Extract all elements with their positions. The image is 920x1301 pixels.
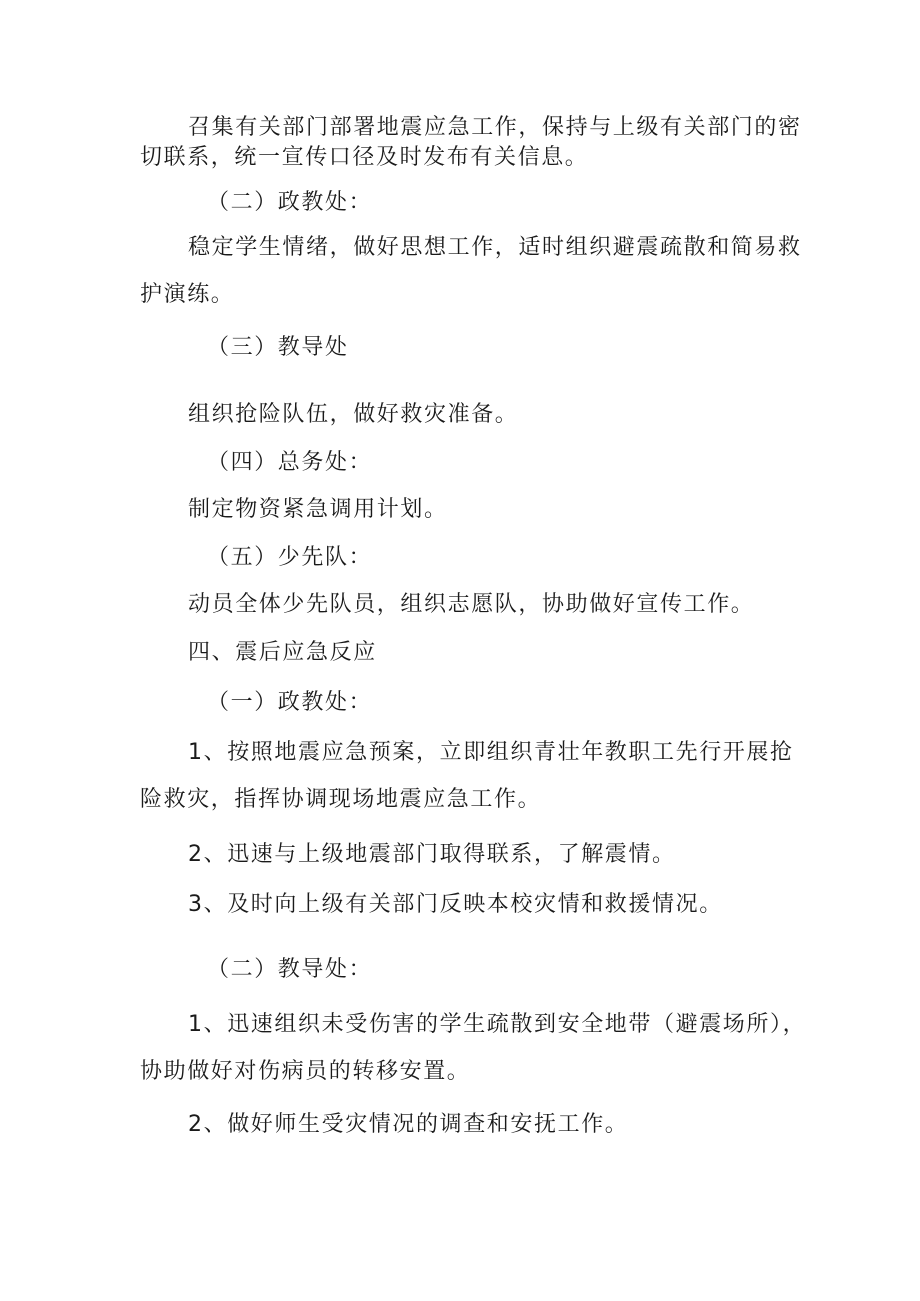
section-heading: （五）少先队： xyxy=(207,545,373,570)
paragraph-line: 切联系，统一宣传口径及时发布有关信息。 xyxy=(140,145,589,170)
section-heading: （二）政教处： xyxy=(207,190,373,215)
paragraph-line: 组织抢险队伍，做好救灾准备。 xyxy=(188,402,519,427)
paragraph-line: 稳定学生情绪，做好思想工作，适时组织避震疏散和简易救 xyxy=(188,235,802,260)
paragraph-line: 协助做好对伤病员的转移安置。 xyxy=(140,1059,471,1084)
section-heading: 四、震后应急反应 xyxy=(188,640,377,665)
section-heading: （四）总务处： xyxy=(207,450,373,475)
paragraph-line: 险救灾，指挥协调现场地震应急工作。 xyxy=(140,787,542,812)
paragraph-line: 召集有关部门部署地震应急工作，保持与上级有关部门的密 xyxy=(188,115,802,140)
paragraph-line: 1、按照地震应急预案，立即组织青壮年教职工先行开展抢 xyxy=(188,740,794,765)
paragraph-line: 2、迅速与上级地震部门取得联系，了解震情。 xyxy=(188,842,676,867)
paragraph-line: 护演练。 xyxy=(140,282,235,307)
paragraph-line: 3、及时向上级有关部门反映本校灾情和救援情况。 xyxy=(188,892,723,917)
section-heading: （一）政教处： xyxy=(207,690,373,715)
section-heading: （三）教导处 xyxy=(207,335,349,360)
paragraph-line: 动员全体少先队员，组织志愿队，协助做好宣传工作。 xyxy=(188,592,755,617)
section-heading: （二）教导处： xyxy=(207,957,373,982)
paragraph-line: 2、做好师生受灾情况的调查和安抚工作。 xyxy=(188,1112,629,1137)
paragraph-line: 1、迅速组织未受伤害的学生疏散到安全地带（避震场所）， xyxy=(188,1012,807,1037)
paragraph-line: 制定物资紧急调用计划。 xyxy=(188,497,448,522)
